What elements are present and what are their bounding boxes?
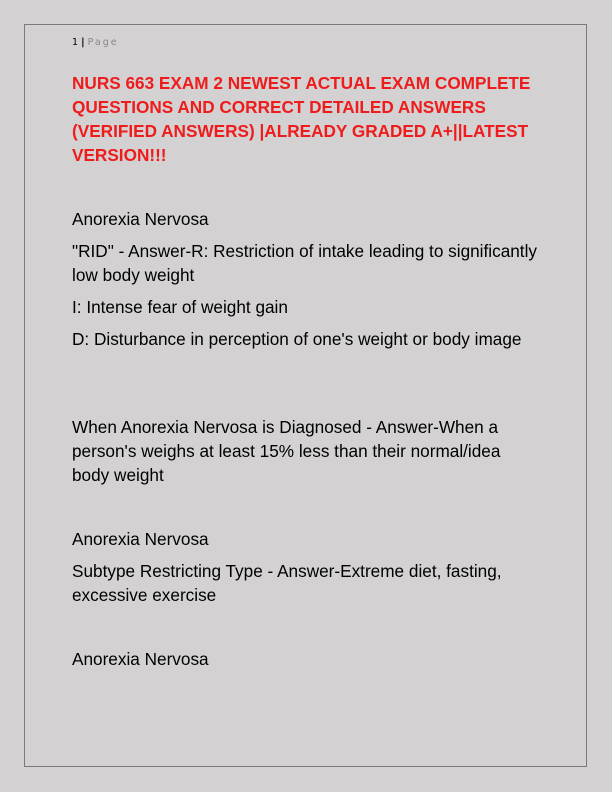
term-heading: Anorexia Nervosa — [72, 649, 209, 669]
page-separator: | — [81, 37, 85, 48]
answer-paragraph: When Anorexia Nervosa is Diagnosed - Answer-When a person's weighs at least 15% less than their normal/idea body weight — [72, 417, 501, 485]
document-title: NURS 663 EXAM 2 NEWEST ACTUAL EXAM COMPLETE QUESTIONS AND CORRECT DETAILED ANSWERS (VERIFIED ANSWERS) |ALREADY GRADED A+||LATEST VERSION!!! — [72, 73, 531, 165]
answer-paragraph: "RID" - Answer-R: Restriction of intake leading to significantly low body weight — [72, 241, 537, 285]
answer-paragraph: Subtype Restricting Type - Answer-Extreme diet, fasting, excessive exercise — [72, 561, 502, 605]
term-heading: Anorexia Nervosa — [72, 529, 209, 549]
page-number: 1 — [72, 37, 79, 48]
answer-paragraph: D: Disturbance in perception of one's weight or body image — [72, 329, 522, 349]
term-heading: Anorexia Nervosa — [72, 209, 209, 229]
answer-paragraph: I: Intense fear of weight gain — [72, 297, 288, 317]
page-header — [72, 37, 119, 48]
page-word: Page — [87, 37, 119, 48]
